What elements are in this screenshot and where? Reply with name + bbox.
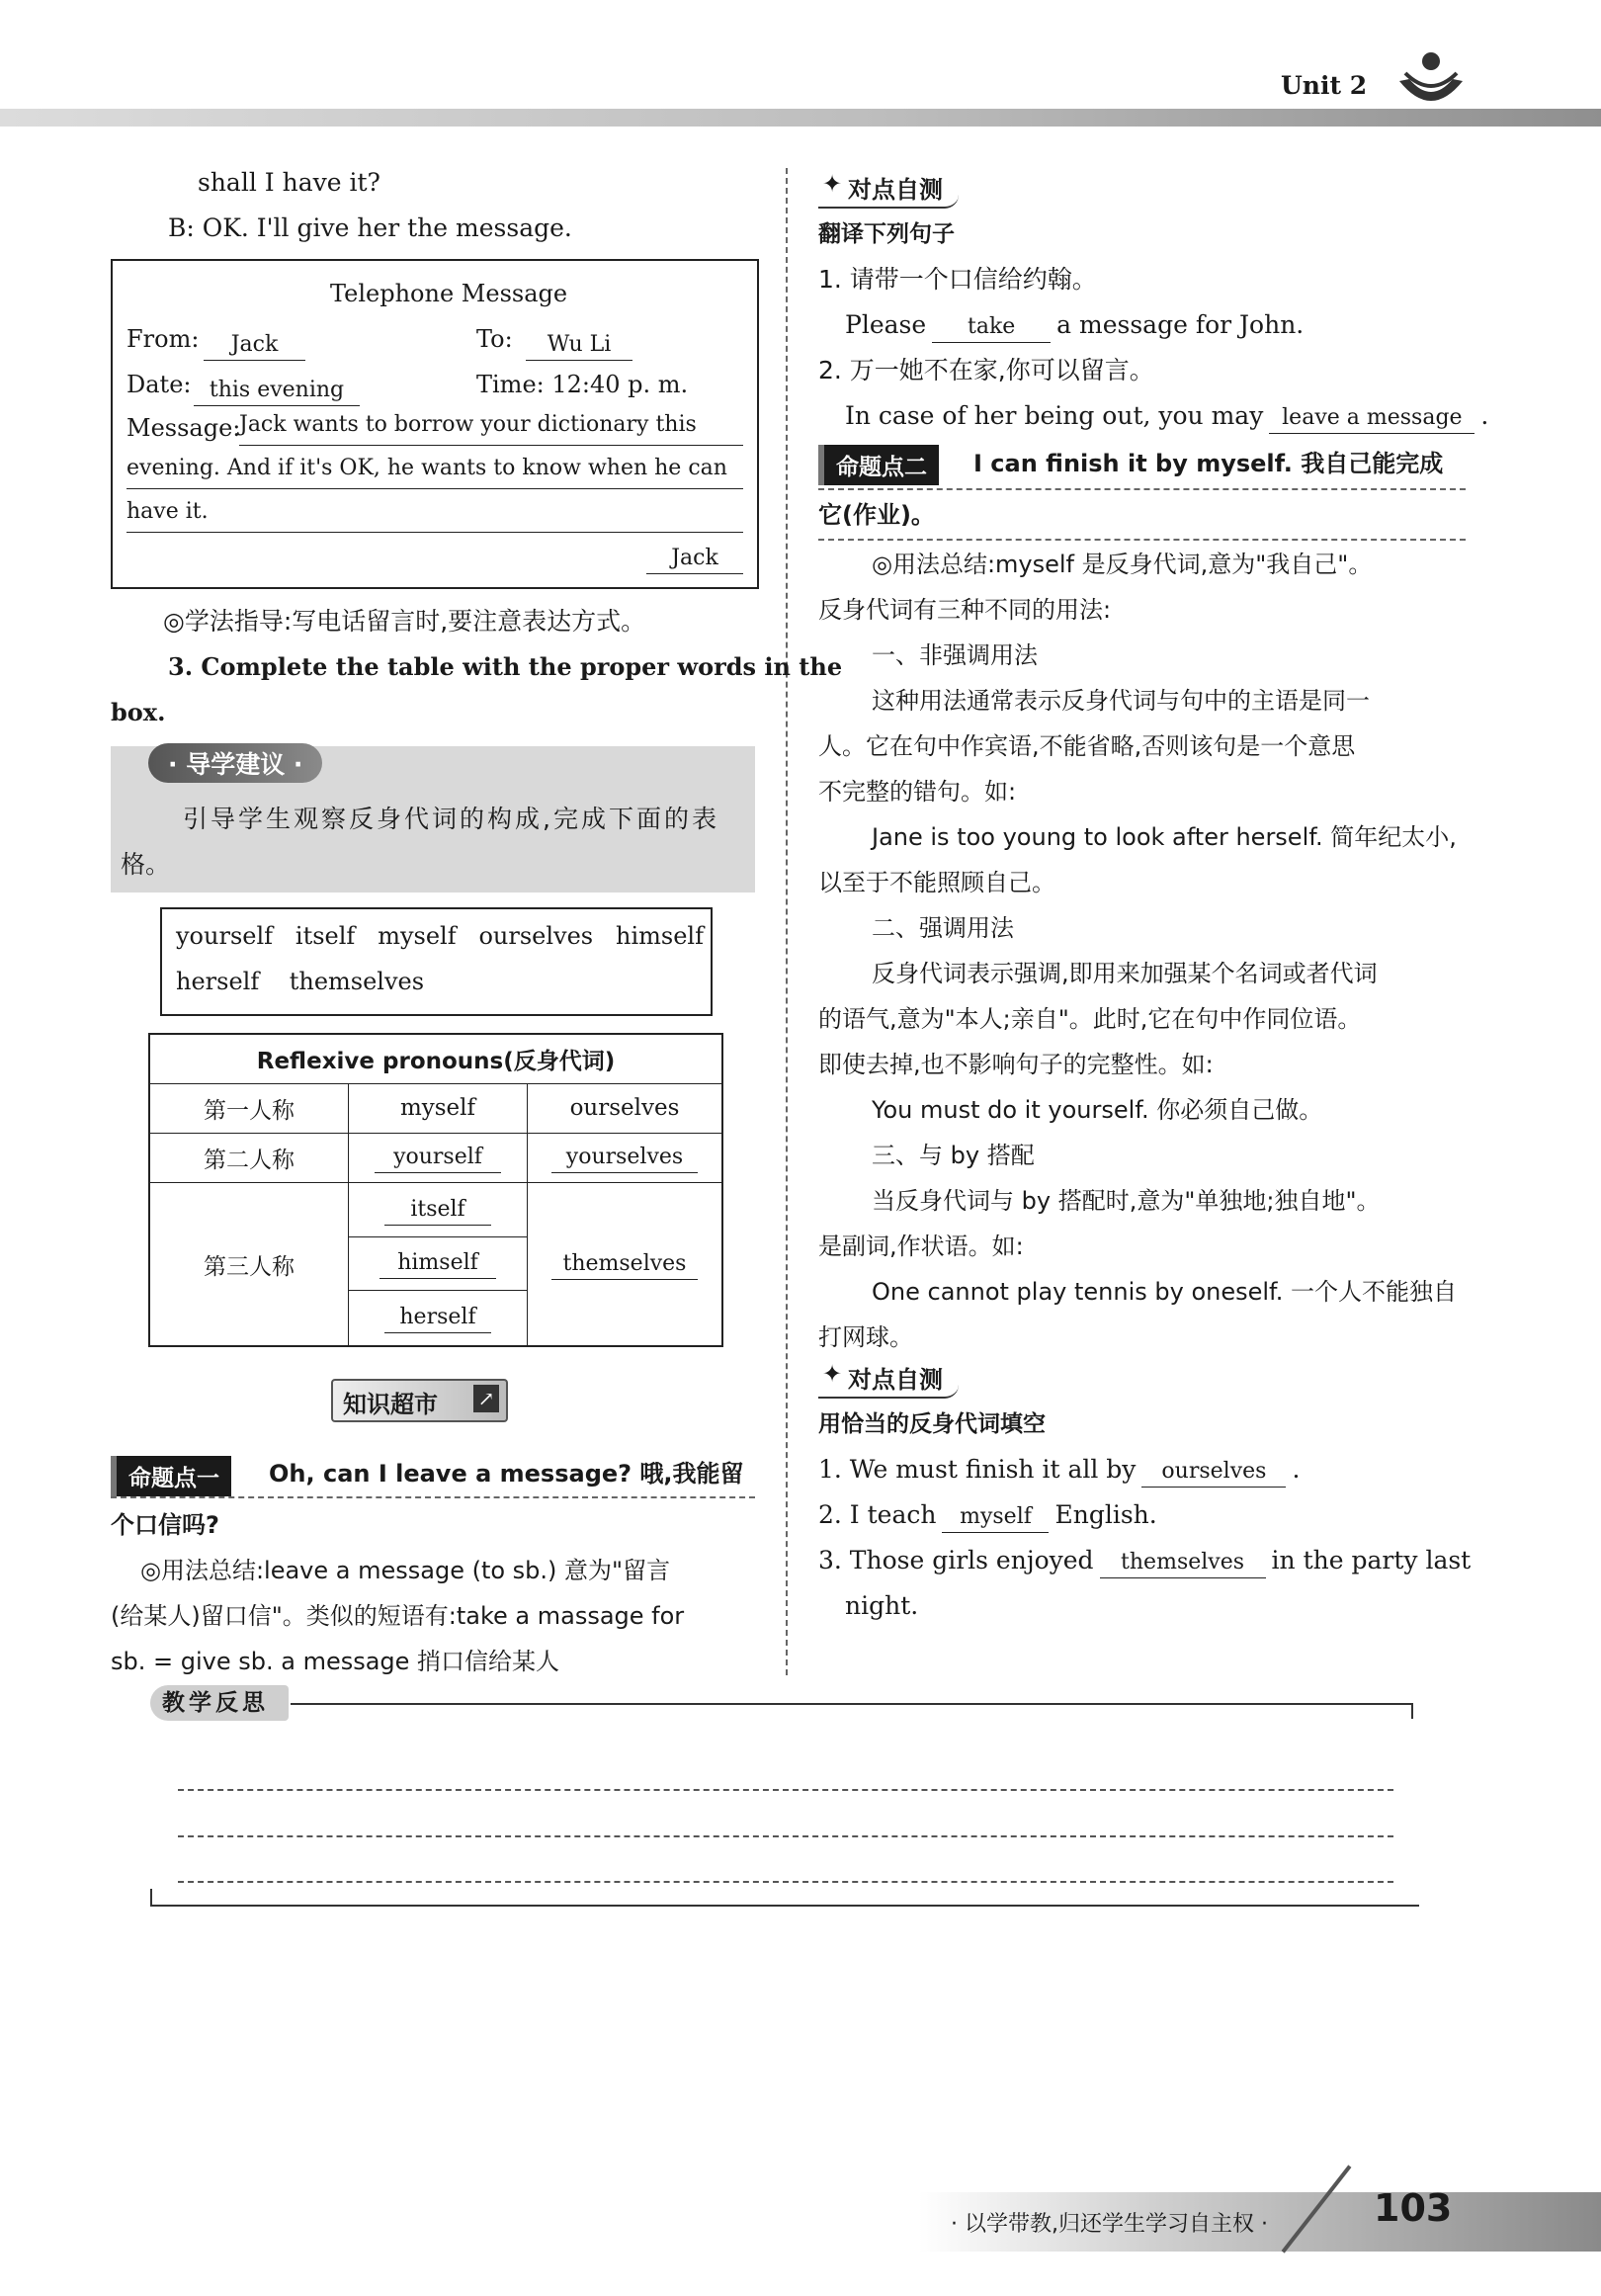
telephone-message-box <box>111 259 759 589</box>
tel-from-label: From: <box>126 325 200 353</box>
tel-message-label: Message: <box>126 414 241 442</box>
tel-message-line: have it. <box>126 492 743 533</box>
word-list: herself themselves <box>176 968 425 995</box>
reflection-tag: 教学反思 <box>162 1690 269 1716</box>
question-en <box>845 302 1304 348</box>
table-cell: 第三人称 <box>149 1183 349 1346</box>
usage-text: 以至于不能照顾自己。 <box>818 869 1055 896</box>
word-box <box>160 907 713 1016</box>
reflexive-pronouns-table <box>148 1033 723 1347</box>
question-text: English. <box>1054 1500 1157 1529</box>
answer-blank: leave a message <box>1269 403 1475 434</box>
tel-date-label: Date: <box>126 371 192 398</box>
fill-question <box>818 1492 1157 1538</box>
task-instruction: box. <box>111 698 166 726</box>
answer-blank: ourselves <box>1141 1457 1286 1488</box>
point1-tag: 命题点一 <box>111 1456 231 1496</box>
usage-text: 不完整的错句。如: <box>818 778 1017 806</box>
dashed-rule <box>818 539 1466 541</box>
table-answer: yourself <box>375 1143 501 1173</box>
question-zh: 1. 请带一个口信给约翰。 <box>818 265 1097 294</box>
footer-slogan: · 以学带教,归还学生学习自主权 · <box>951 2212 1268 2237</box>
question-text: 3. Those girls enjoyed <box>818 1546 1094 1574</box>
question-text: 1. We must finish it all by <box>818 1455 1137 1484</box>
table-cell: 第二人称 <box>149 1134 349 1183</box>
reflection-top-rule <box>291 1703 1411 1705</box>
dashed-rule <box>818 488 1466 490</box>
table-cell: ourselves <box>528 1083 723 1133</box>
sparkle-icon: ✦ <box>822 1360 843 1388</box>
market-tag-label: 知识超市 <box>343 1391 438 1418</box>
tel-message-line: evening. And if it's OK, he wants to know when he can <box>126 449 743 489</box>
usage-text: ◎用法总结:myself 是反身代词,意为"我自己"。 <box>872 551 1373 578</box>
answer-blank: themselves <box>1100 1548 1266 1578</box>
writing-line <box>178 1789 1393 1791</box>
reflection-bottom-rule <box>150 1905 1419 1907</box>
question-text: in the party last <box>1271 1546 1472 1574</box>
word-list: yourself itself myself ourselves himself <box>176 922 704 950</box>
usage-text: 二、强调用法 <box>872 914 1014 942</box>
tel-signature: Jack <box>646 544 743 574</box>
usage-text: 当反身代词与 by 搭配时,意为"单独地;独自地"。 <box>872 1187 1381 1215</box>
tel-title: Telephone Message <box>330 280 568 307</box>
book-logo-icon <box>1391 43 1471 123</box>
question-en <box>845 393 1488 439</box>
usage-text: sb. = give sb. a message 捎口信给某人 <box>111 1648 560 1675</box>
reflection-box <box>150 1685 1423 1917</box>
point2-title: I can finish it by myself. 我自己能完成 <box>973 450 1444 477</box>
usage-text: (给某人)留口信"。类似的短语有:take a massage for <box>111 1602 685 1630</box>
arrow-icon: ↗ <box>473 1385 499 1412</box>
tel-message-line: Jack wants to borrow your dictionary this <box>239 405 743 446</box>
question-text: Please <box>845 310 927 339</box>
dialogue-line: shall I have it? <box>198 168 380 197</box>
usage-text: 一、非强调用法 <box>872 641 1038 669</box>
writing-line <box>178 1881 1393 1883</box>
tel-date-value: this evening <box>194 376 360 406</box>
tel-time: Time: 12:40 p. m. <box>476 371 689 398</box>
answer-blank: myself <box>942 1502 1049 1533</box>
fill-question <box>818 1538 1471 1583</box>
usage-text: You must do it yourself. 你必须自己做。 <box>872 1096 1323 1124</box>
usage-text: 的语气,意为"本人;亲自"。此时,它在句中作同位语。 <box>818 1005 1362 1033</box>
usage-text: Jane is too young to look after herself. 简年纪太小, <box>872 823 1457 851</box>
check-tag-label: 对点自测 <box>848 1366 943 1394</box>
question-text: a message for John. <box>1056 310 1305 339</box>
table-answer: herself <box>384 1303 491 1333</box>
column-divider <box>786 168 788 1675</box>
study-tip: ◎学法指导:写电话留言时,要注意表达方式。 <box>163 607 646 636</box>
dialogue-line: B: OK. I'll give her the message. <box>168 213 572 242</box>
reflection-edge <box>150 1889 152 1905</box>
tel-from-value: Jack <box>204 330 305 361</box>
section-title: 翻译下列句子 <box>818 221 955 247</box>
task-instruction: 3. Complete the table with the proper words in the <box>168 652 843 681</box>
check-tag <box>818 1358 959 1399</box>
usage-text: 这种用法通常表示反身代词与句中的主语是同一 <box>872 687 1370 715</box>
fill-question <box>818 1447 1300 1492</box>
point2-tag: 命题点二 <box>818 445 939 485</box>
tel-to-value: Wu Li <box>526 330 632 361</box>
question-text: . <box>1480 401 1489 430</box>
table-answer: themselves <box>551 1249 698 1280</box>
usage-text: 人。它在句中作宾语,不能省略,否则该句是一个意思 <box>818 732 1356 760</box>
writing-line <box>178 1835 1393 1837</box>
guide-text: 引导学生观察反身代词的构成,完成下面的表 <box>183 805 719 833</box>
header-bar <box>0 109 1601 127</box>
table-answer: yourselves <box>551 1143 698 1173</box>
table-answer: itself <box>384 1195 491 1226</box>
usage-text: 即使去掉,也不影响句子的完整性。如: <box>818 1051 1214 1078</box>
table-title: Reflexive pronouns(反身代词) <box>149 1034 722 1083</box>
point1-title: Oh, can I leave a message? 哦,我能留 <box>269 1460 744 1488</box>
usage-text: 三、与 by 搭配 <box>872 1142 1035 1169</box>
tel-to-label: To: <box>476 325 513 353</box>
point2-title: 它(作业)。 <box>818 501 935 529</box>
table-cell: myself <box>349 1083 528 1133</box>
table-answer: himself <box>379 1248 496 1279</box>
check-tag-label: 对点自测 <box>848 176 943 204</box>
question-text: 2. I teach <box>818 1500 937 1529</box>
section-title: 用恰当的反身代词填空 <box>818 1411 1046 1437</box>
question-text: . <box>1292 1455 1301 1484</box>
usage-text: 反身代词有三种不同的用法: <box>818 596 1112 624</box>
sparkle-icon: ✦ <box>822 170 843 198</box>
market-tag <box>331 1379 508 1422</box>
usage-text: 打网球。 <box>818 1323 913 1351</box>
fill-question: night. <box>845 1591 919 1620</box>
guide-tag: · 导学建议 · <box>148 743 322 783</box>
page-number: 103 <box>1374 2186 1453 2230</box>
usage-text: ◎用法总结:leave a message (to sb.) 意为"留言 <box>140 1557 671 1584</box>
point1-title: 个口信吗? <box>111 1511 219 1539</box>
reflection-edge <box>1411 1703 1413 1719</box>
question-zh: 2. 万一她不在家,你可以留言。 <box>818 356 1154 384</box>
table-cell: 第一人称 <box>149 1083 349 1133</box>
check-tag <box>818 168 959 209</box>
dashed-rule <box>111 1496 755 1498</box>
usage-text: One cannot play tennis by oneself. 一个人不能独自 <box>872 1278 1458 1306</box>
usage-text: 是副词,作状语。如: <box>818 1233 1024 1260</box>
usage-text: 反身代词表示强调,即用来加强某个名词或者代词 <box>872 960 1378 987</box>
unit-label: Unit 2 <box>1281 71 1368 100</box>
question-text: In case of her being out, you may <box>845 401 1264 430</box>
guide-text: 格。 <box>121 850 171 879</box>
answer-blank: take <box>932 312 1051 343</box>
